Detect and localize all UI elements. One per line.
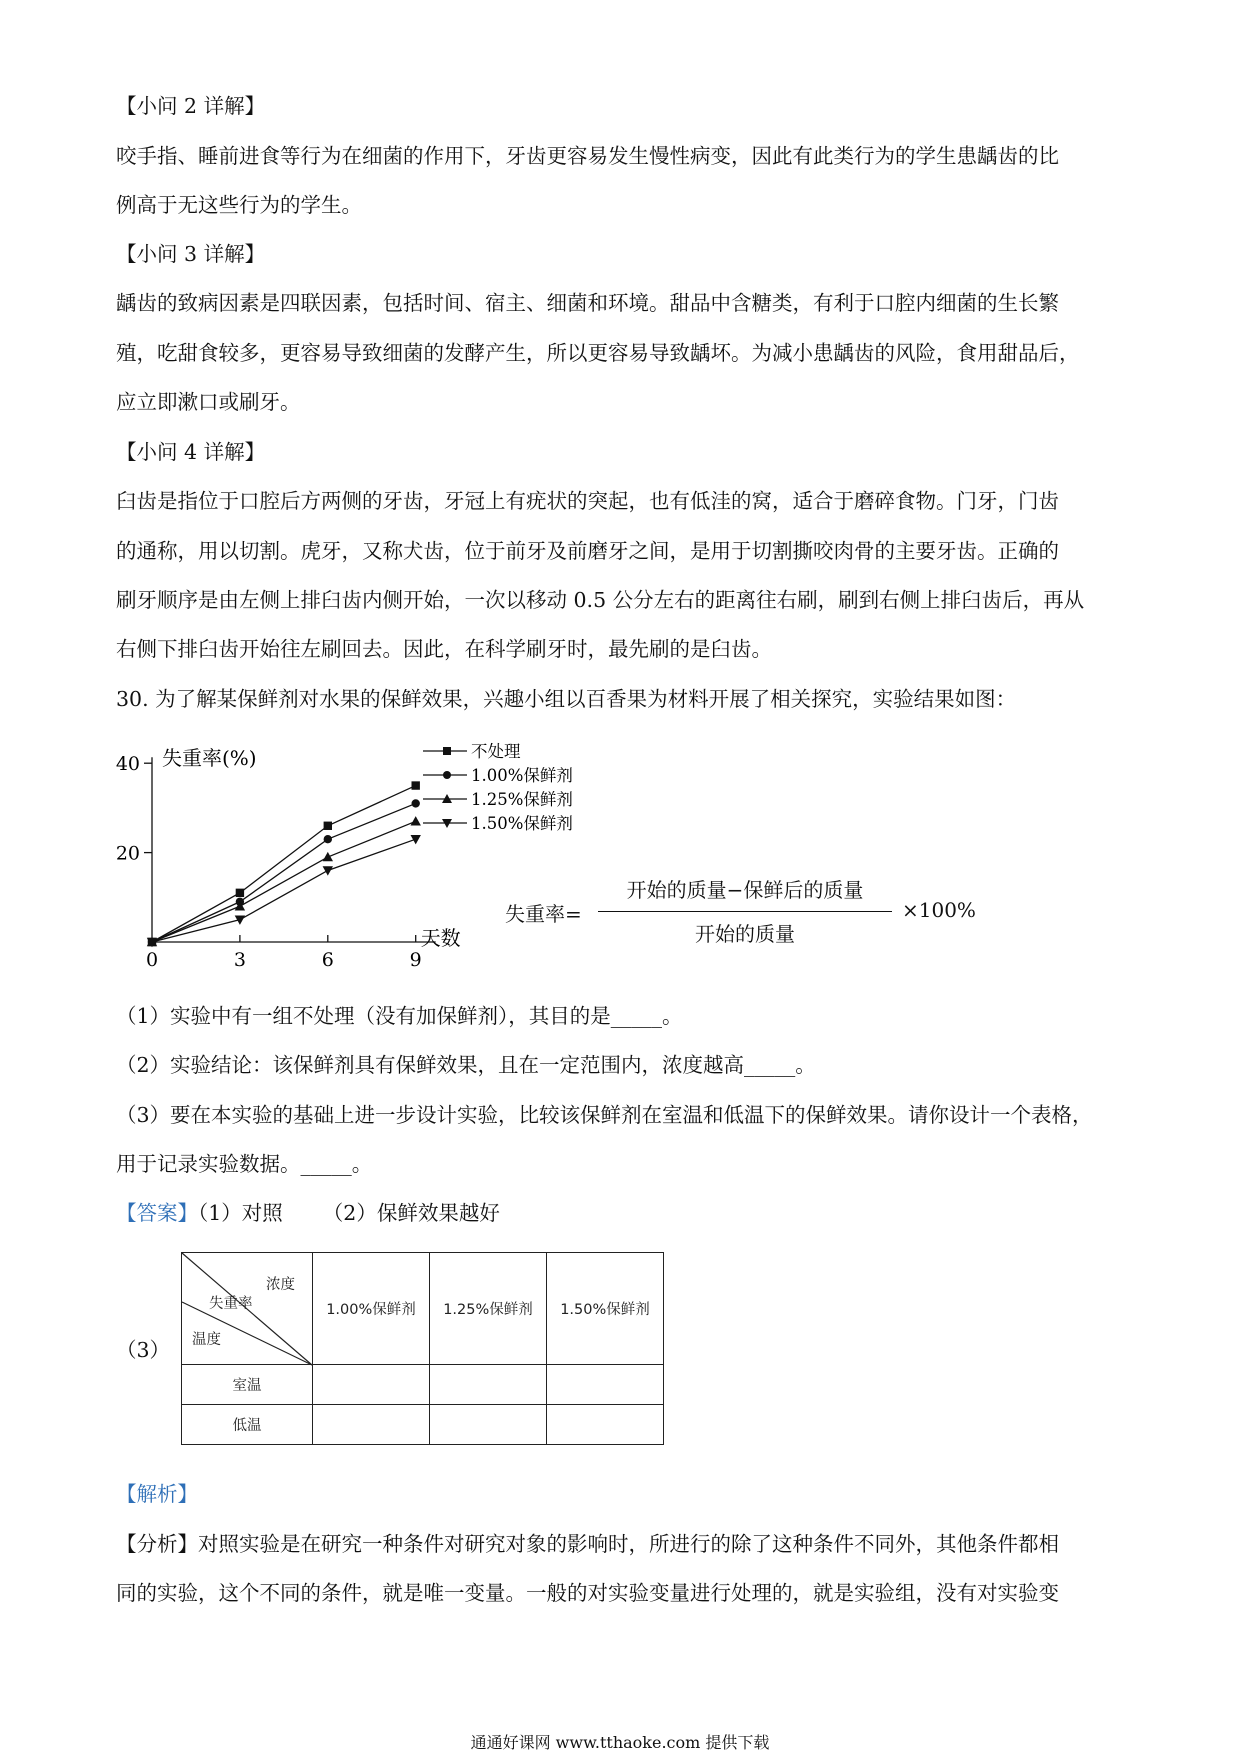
analysis-text-1: 对照实验是在研究一种条件对研究对象的影响时，所进行的除了这种条件不同外，其他条件都相 <box>198 1532 1059 1556</box>
data-point <box>324 822 332 830</box>
answer-table <box>181 1252 664 1445</box>
data-point <box>412 799 420 807</box>
q2-heading: 【小问 2 详解】 <box>116 94 266 118</box>
table-cell <box>430 1405 547 1445</box>
q2-line-1: 咬手指、睡前进食等行为在细菌的作用下，牙齿更容易发生慢性病变，因此有此类行为的学生患龋齿的比 <box>116 144 1059 168</box>
q30-sub1: （1）实验中有一组不处理（没有加保鲜剂），其目的是_____。 <box>116 1004 683 1028</box>
fraction-bar <box>598 911 892 912</box>
series-line <box>152 803 416 942</box>
series-line <box>152 786 416 942</box>
y-tick-label: 40 <box>115 753 140 776</box>
legend-marker <box>443 771 451 779</box>
data-point <box>323 866 333 875</box>
q4-line-3: 刷牙顺序是由左侧上排臼齿内侧开始，一次以移动 0.5 公分左右的距离往右刷，刷到右侧上排臼齿后，再从 <box>116 588 1085 612</box>
data-point <box>412 781 420 789</box>
chart-legend <box>423 742 573 833</box>
formula-lhs: 失重率= <box>505 902 582 926</box>
legend-label: 1.50%保鲜剂 <box>471 814 573 833</box>
answer-3-label: （3） <box>116 1338 171 1362</box>
formula-times: ×100% <box>902 898 976 922</box>
q4-heading: 【小问 4 详解】 <box>116 440 266 464</box>
q3-line-1: 龋齿的致病因素是四联因素，包括时间、宿主、细菌和环境。甜品中含糖类，有利于口腔内细菌的生长繁 <box>116 291 1059 315</box>
q4-line-1: 臼齿是指位于口腔后方两侧的牙齿，牙冠上有疣状的突起，也有低洼的窝，适合于磨碎食物。门牙，门齿 <box>116 489 1059 513</box>
x-tick-label: 3 <box>233 949 246 971</box>
column-header: 1.25%保鲜剂 <box>430 1253 547 1365</box>
y-tick-label: 20 <box>115 842 140 865</box>
formula-numerator: 开始的质量−保鲜后的质量 <box>626 878 864 902</box>
data-point <box>411 835 421 844</box>
table-cell <box>430 1365 547 1405</box>
chart-axes <box>116 746 461 971</box>
x-axis-label: 天数 <box>420 926 461 950</box>
x-tick-label: 9 <box>409 949 422 971</box>
q30-stem: 30. 为了解某保鲜剂对水果的保鲜效果，兴趣小组以百香果为材料开展了相关探究，实验结果如图： <box>116 687 1017 711</box>
legend-label: 1.00%保鲜剂 <box>471 766 573 785</box>
q30-sub2: （2）实验结论：该保鲜剂具有保鲜效果，且在一定范围内，浓度越高_____。 <box>116 1053 816 1077</box>
corner-mid: 失重率 <box>209 1296 253 1312</box>
footer: 通通好课网 www.tthaoke.com 提供下载 <box>470 1733 770 1752</box>
table-corner-cell <box>182 1253 313 1365</box>
weight-loss-formula <box>505 880 985 960</box>
corner-bottom: 温度 <box>192 1332 221 1348</box>
answer-line <box>116 1201 1126 1226</box>
data-point <box>324 835 332 843</box>
data-point <box>236 889 244 897</box>
q2-line-2: 例高于无这些行为的学生。 <box>116 193 362 217</box>
data-point <box>411 816 421 825</box>
q4-line-4: 右侧下排臼齿开始往左刷回去。因此，在科学刷牙时，最先刷的是臼齿。 <box>116 637 772 661</box>
legend-label: 不处理 <box>471 742 521 761</box>
analysis-line-2: 同的实验，这个不同的条件，就是唯一变量。一般的对实验变量进行处理的，就是实验组，没有对实验变 <box>116 1581 1059 1605</box>
q3-heading: 【小问 3 详解】 <box>116 242 266 266</box>
chart-series <box>147 781 421 947</box>
x-tick-label: 6 <box>321 949 334 971</box>
formula-denominator: 开始的质量 <box>695 922 795 946</box>
table-cell <box>313 1405 430 1445</box>
x-tick-label: 0 <box>145 949 159 971</box>
analysis-line-1 <box>116 1532 1126 1557</box>
row-header: 室温 <box>182 1365 313 1405</box>
analysis-heading: 【分析】 <box>116 1532 198 1556</box>
q4-line-2: 的通称，用以切割。虎牙，又称犬齿，位于前牙及前磨牙之间，是用于切割撕咬肉骨的主要牙齿。正确的 <box>116 539 1059 563</box>
legend-marker <box>443 747 451 755</box>
table-cell <box>547 1365 664 1405</box>
column-header: 1.50%保鲜剂 <box>547 1253 664 1365</box>
legend-label: 1.25%保鲜剂 <box>471 790 573 809</box>
analysis-tag: 【解析】 <box>116 1482 198 1506</box>
table-cell <box>547 1405 664 1445</box>
q30-sub3-line-1: （3）要在本实验的基础上进一步设计实验，比较该保鲜剂在室温和低温下的保鲜效果。请你设计一个表格， <box>116 1103 1093 1127</box>
corner-top: 浓度 <box>266 1277 295 1293</box>
row-header: 低温 <box>182 1405 313 1445</box>
q3-line-3: 应立即漱口或刷牙。 <box>116 390 301 414</box>
answer-1: （1）对照 <box>198 1201 283 1225</box>
column-header: 1.00%保鲜剂 <box>313 1253 430 1365</box>
y-axis-label: 失重率(%) <box>162 746 257 771</box>
q3-line-2: 殖，吃甜食较多，更容易导致细菌的发酵产生，所以更容易导致龋坏。为减小患龋齿的风险，食用甜品后， <box>116 341 1080 365</box>
answer-tag: 【答案】 <box>116 1201 198 1225</box>
data-point <box>323 852 333 861</box>
table-cell <box>313 1365 430 1405</box>
q30-sub3-line-2: 用于记录实验数据。_____。 <box>116 1152 373 1176</box>
answer-2: （2）保鲜效果越好 <box>322 1201 500 1225</box>
